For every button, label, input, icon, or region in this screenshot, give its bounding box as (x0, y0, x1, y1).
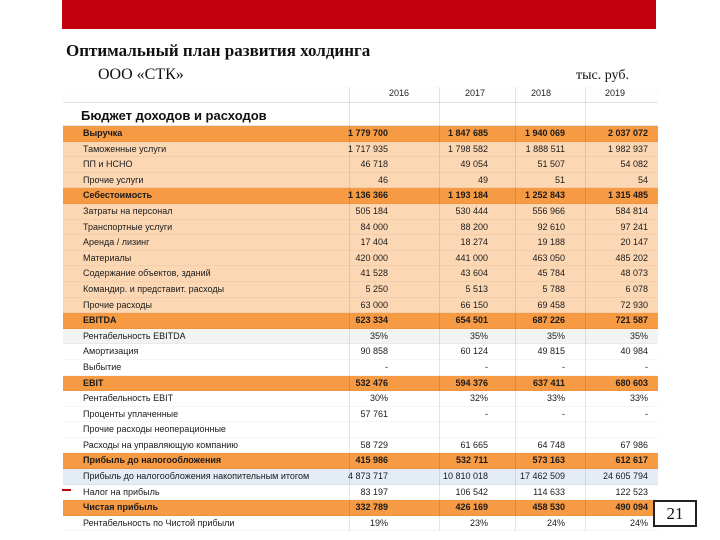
row-value-2016: 17 404 (360, 237, 388, 248)
row-value-2016: 90 858 (360, 346, 388, 357)
table-row (63, 266, 658, 282)
row-value-2019: 24% (629, 517, 648, 528)
table-row (63, 438, 658, 454)
row-value-2016: 30% (369, 393, 388, 404)
row-value-2016: 1 717 935 (347, 143, 388, 154)
row-value-2019: 20 147 (620, 237, 648, 248)
row-value-2019: 54 082 (620, 159, 648, 170)
row-label: EBIT (83, 377, 104, 388)
row-label: Амортизация (83, 346, 139, 357)
row-label: Прибыль до налогообложения накопительным итогом (83, 471, 310, 482)
table-row (63, 469, 658, 485)
row-label: Себестоимость (83, 190, 153, 201)
table-row (63, 329, 658, 345)
row-value-2019: 67 986 (620, 439, 648, 450)
row-label: Выручка (83, 128, 123, 138)
row-value-2017: 441 000 (455, 252, 488, 263)
page-title: Оптимальный план развития холдинга (66, 41, 371, 60)
row-value-2016: 35% (369, 330, 388, 341)
row-value-2019: 40 984 (620, 346, 648, 357)
row-value-2018: 51 507 (537, 159, 565, 170)
row-value-2016: 1 136 366 (347, 190, 388, 201)
row-label: Транспортные услуги (83, 221, 173, 232)
company-name: ООО «СТК» (98, 66, 184, 83)
row-value-2019: 72 930 (620, 299, 648, 310)
table-row (63, 251, 658, 267)
budget-table (63, 87, 658, 531)
table-row (63, 157, 658, 173)
row-value-2018: 458 530 (532, 502, 565, 513)
row-value-2018: 637 411 (532, 377, 565, 388)
table-row (63, 126, 658, 142)
row-label: Прибыль до налогообложения (83, 455, 222, 466)
row-label: Рентабельность EBITDA (83, 330, 186, 341)
row-label: Выбытие (83, 361, 122, 372)
row-value-2017: 5 513 (465, 283, 488, 294)
table-row (63, 376, 658, 392)
row-label: Проценты уплаченные (83, 408, 179, 419)
year-header-row (63, 87, 658, 103)
row-value-2017: 60 124 (460, 346, 488, 357)
row-label: Содержание объектов, зданий (83, 268, 211, 279)
row-value-2019: 48 073 (620, 268, 648, 279)
row-value-2019: 1 982 937 (607, 143, 648, 154)
row-value-2019: 584 814 (615, 205, 648, 216)
row-value-2017: 10 810 018 (442, 471, 488, 482)
table-row (63, 282, 658, 298)
row-label: Прочие услуги (83, 174, 144, 185)
row-label: EBITDA (83, 315, 117, 326)
row-label: Затраты на персонал (83, 205, 173, 216)
row-value-2019: - (645, 408, 648, 419)
row-value-2018: 17 462 509 (519, 471, 565, 482)
row-value-2018: 24% (546, 517, 565, 528)
table-row (63, 391, 658, 407)
row-value-2018: 463 050 (532, 252, 565, 263)
row-value-2019: 612 617 (615, 455, 648, 466)
row-value-2016: 19% (369, 517, 388, 528)
row-value-2019: 122 523 (615, 486, 648, 497)
row-value-2018: 114 633 (533, 486, 565, 497)
column-separator (585, 87, 586, 531)
table-row (63, 453, 658, 469)
section-title: Бюджет доходов и расходов (81, 108, 267, 123)
row-value-2017: 1 798 582 (447, 143, 488, 154)
row-value-2017: 32% (469, 393, 488, 404)
row-value-2017: 654 501 (455, 315, 488, 326)
row-value-2016: 332 789 (355, 502, 388, 513)
row-value-2017: 532 711 (455, 455, 488, 466)
row-value-2019: 721 587 (615, 315, 648, 326)
row-value-2016: 46 (377, 174, 388, 185)
table-row (63, 360, 658, 376)
row-value-2016: 1 779 700 (347, 128, 388, 138)
row-value-2016: 83 197 (360, 486, 388, 497)
row-value-2016: 58 729 (360, 439, 388, 450)
table-row (63, 188, 658, 204)
row-value-2018: 33% (546, 393, 565, 404)
row-value-2018: 573 163 (532, 455, 565, 466)
row-value-2016: 63 000 (360, 299, 388, 310)
row-value-2017: 66 150 (460, 299, 488, 310)
row-value-2018: 45 784 (537, 268, 565, 279)
row-value-2017: 106 542 (455, 486, 488, 497)
table-row (63, 142, 658, 158)
table-row (63, 235, 658, 251)
row-value-2019: - (645, 361, 648, 372)
row-value-2019: 54 (637, 174, 648, 185)
row-value-2017: 18 274 (460, 237, 488, 248)
row-value-2019: 490 094 (615, 502, 648, 513)
row-value-2017: 35% (469, 330, 488, 341)
section-header (63, 103, 658, 126)
year-header: 2018 (531, 88, 552, 98)
row-value-2017: 530 444 (455, 205, 488, 216)
units-label: тыс. руб. (576, 68, 629, 83)
column-separator (515, 87, 516, 531)
column-separator (349, 87, 350, 531)
row-label: Прочие расходы неоперационные (83, 424, 226, 435)
table-body (63, 126, 658, 531)
row-label: Командир. и представит. расходы (83, 283, 225, 294)
row-label: Прочие расходы (83, 299, 152, 310)
row-value-2016: 623 334 (355, 315, 388, 326)
row-value-2019: 33% (629, 393, 648, 404)
row-value-2016: 532 476 (355, 377, 388, 388)
row-value-2019: 24 605 794 (602, 471, 648, 482)
row-value-2019: 97 241 (620, 221, 648, 232)
table-row (63, 313, 658, 329)
year-header: 2016 (389, 88, 410, 98)
row-value-2018: 92 610 (537, 221, 565, 232)
table-row (63, 220, 658, 236)
row-label: Налог на прибыль (83, 486, 160, 497)
row-value-2016: 4 873 717 (347, 471, 388, 482)
row-value-2019: 6 078 (625, 283, 648, 294)
row-label: ПП и НСНО (83, 159, 133, 170)
table-row (63, 173, 658, 189)
row-value-2018: 64 748 (537, 439, 565, 450)
row-label: Расходы на управляющую компанию (83, 439, 239, 450)
row-value-2019: 35% (629, 330, 648, 341)
year-header: 2017 (465, 88, 486, 98)
row-value-2018: 556 966 (532, 205, 565, 216)
row-value-2017: 61 665 (460, 439, 488, 450)
row-value-2019: 2 037 072 (607, 128, 648, 138)
row-label: Аренда / лизинг (83, 237, 150, 248)
row-value-2016: 415 986 (355, 455, 388, 466)
table-row (63, 500, 658, 516)
column-separator (439, 87, 440, 531)
row-value-2017: 1 847 685 (447, 128, 488, 138)
row-value-2019: 485 202 (615, 252, 648, 263)
table-row (63, 204, 658, 220)
row-label: Рентабельность по Чистой прибыли (83, 517, 235, 528)
row-value-2017: - (485, 361, 488, 372)
row-value-2016: 505 184 (355, 205, 388, 216)
row-value-2018: 5 788 (542, 283, 565, 294)
table-row (63, 516, 658, 532)
row-value-2018: 51 (554, 174, 565, 185)
row-value-2018: - (562, 408, 565, 419)
row-value-2016: - (385, 361, 388, 372)
row-value-2016: 46 718 (360, 159, 388, 170)
top-accent-bar (62, 0, 656, 29)
table-row (63, 407, 658, 423)
row-value-2018: 19 188 (537, 237, 565, 248)
row-value-2018: 1 940 069 (524, 128, 565, 138)
row-value-2018: 49 815 (537, 346, 565, 357)
table-row (63, 485, 658, 501)
row-value-2017: 49 (477, 174, 488, 185)
row-value-2017: 43 604 (460, 268, 488, 279)
red-dash (62, 489, 71, 491)
row-value-2016: 5 250 (365, 283, 388, 294)
table-row (63, 422, 658, 438)
table-row (63, 298, 658, 314)
row-value-2017: 1 193 184 (447, 190, 488, 201)
row-value-2018: 1 252 843 (524, 190, 565, 201)
row-label: Таможенные услуги (83, 143, 167, 154)
row-value-2016: 84 000 (360, 221, 388, 232)
row-value-2017: 426 169 (455, 502, 488, 513)
row-value-2017: 594 376 (455, 377, 488, 388)
row-value-2016: 57 761 (360, 408, 388, 419)
page-number: 21 (653, 500, 697, 527)
row-label: Рентабельность EBIT (83, 393, 174, 404)
row-label: Материалы (83, 252, 132, 263)
row-value-2019: 680 603 (615, 377, 648, 388)
row-value-2016: 420 000 (355, 252, 388, 263)
year-header: 2019 (605, 88, 626, 98)
table-row (63, 344, 658, 360)
row-value-2018: 687 226 (532, 315, 565, 326)
row-value-2018: 35% (546, 330, 565, 341)
row-value-2019: 1 315 485 (607, 190, 648, 201)
row-value-2018: 1 888 511 (525, 143, 565, 154)
row-value-2017: 49 054 (460, 159, 488, 170)
row-value-2018: 69 458 (537, 299, 565, 310)
row-value-2017: - (485, 408, 488, 419)
row-value-2017: 88 200 (460, 221, 488, 232)
row-label: Чистая прибыль (83, 502, 158, 513)
row-value-2017: 23% (469, 517, 488, 528)
row-value-2016: 41 528 (360, 268, 388, 279)
row-value-2018: - (562, 361, 565, 372)
